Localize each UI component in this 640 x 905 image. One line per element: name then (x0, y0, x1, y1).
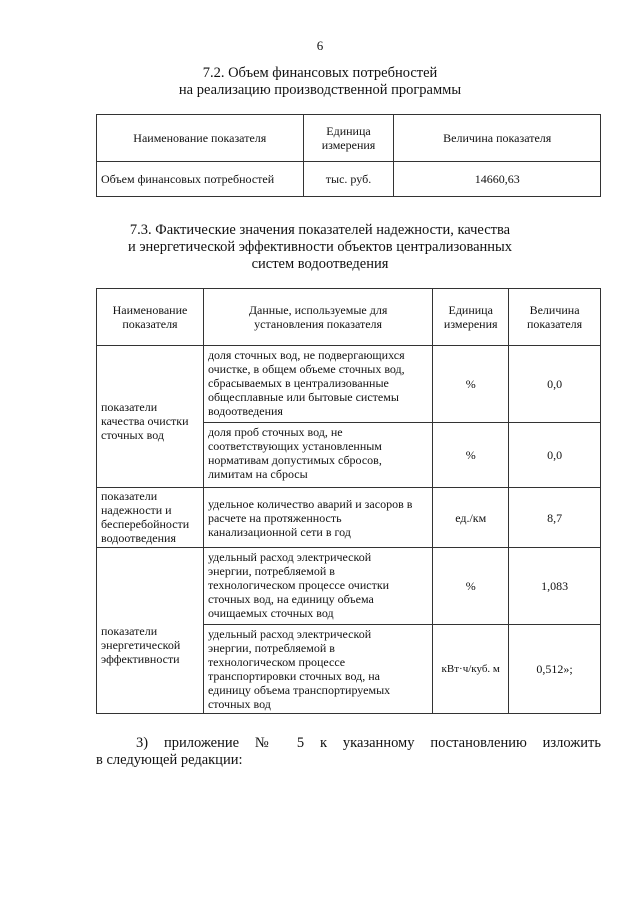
data-line: технологическом процессе (207, 655, 346, 669)
cell-source-data (203, 423, 432, 488)
data-line: водоотведения (207, 404, 283, 418)
header-value: Величина показателя (394, 115, 601, 162)
table-header-row (97, 289, 601, 346)
group-name-line: сточных вод (101, 427, 164, 442)
table-row (97, 548, 601, 625)
group-name-line: эффективности (101, 651, 180, 666)
section-7-2-title-line: на реализацию производственной программы (178, 82, 462, 98)
section-7-2-title (0, 65, 640, 99)
data-line: технологическом процессе очистки (207, 578, 390, 592)
data-line: очищаемых сточных вод (207, 606, 334, 620)
group-name-line: бесперебойности (101, 517, 190, 531)
group-name-line: энергетической (101, 637, 181, 652)
header-line: Наименование (112, 303, 188, 317)
cell-source-data (203, 488, 432, 548)
data-line: лимитам на сбросы (207, 467, 308, 481)
table-header-row (97, 115, 601, 162)
cell-value: 8,7 (509, 488, 601, 548)
header-line: Величина (529, 303, 580, 317)
cell-indicator-name: Объем финансовых потребностей (97, 162, 304, 197)
group-name-line: показатели (101, 399, 158, 414)
cell-value: 14660,63 (394, 162, 601, 197)
group-name-line: показатели (101, 489, 158, 503)
table-row (97, 162, 601, 197)
data-line: сточных вод, на единицу объема (207, 592, 374, 606)
cell-unit: ед./км (433, 488, 509, 548)
header-unit-line: Единица (326, 124, 371, 138)
group-name-line: надежности и (101, 503, 172, 517)
cell-unit: тыс. руб. (303, 162, 394, 197)
cell-value: 1,083 (509, 548, 601, 625)
data-line: сточных вод (207, 697, 271, 711)
financial-needs-table (96, 114, 601, 197)
cell-unit: % (433, 346, 509, 423)
cell-group-name (97, 548, 204, 714)
group-name-line: показатели (101, 623, 158, 638)
cell-source-data (203, 625, 432, 714)
header-line: Единица (448, 303, 493, 317)
header-value (509, 289, 601, 346)
header-indicator-name: Наименование показателя (97, 115, 304, 162)
data-line: энергии, потребляемой в (207, 641, 335, 655)
header-unit (433, 289, 509, 346)
section-7-3-title (0, 222, 640, 273)
cell-unit: % (433, 548, 509, 625)
group-name-line: качества очистки (101, 413, 189, 428)
group-name-line: водоотведения (101, 531, 176, 545)
indicators-table (96, 288, 601, 714)
table-row (97, 346, 601, 423)
page-number: 6 (316, 38, 324, 53)
data-line: нормативам допустимых сбросов, (207, 453, 382, 467)
data-line: доля сточных вод, не подвергающихся (207, 348, 405, 362)
cell-source-data (203, 346, 432, 423)
cell-value: 0,0 (509, 423, 601, 488)
cell-unit: % (433, 423, 509, 488)
data-line: удельный расход электрической (207, 627, 372, 641)
data-line: очистке, в общем объеме сточных вод, (207, 362, 405, 376)
data-line: общесплавные или бытовые системы (207, 390, 399, 404)
cell-unit: кВт·ч/куб. м (433, 625, 509, 714)
cell-value: 0,512»; (509, 625, 601, 714)
data-line: соответствующих установленным (207, 439, 382, 453)
section-7-3-title-line: систем водоотведения (251, 256, 389, 272)
data-line: транспортировки сточных вод, на (207, 669, 380, 683)
data-line: расчете на протяженность (207, 510, 342, 525)
header-unit-line: измерения (321, 138, 376, 152)
cell-source-data (203, 548, 432, 625)
data-line: удельное количество аварий и засоров в (207, 496, 413, 511)
header-line: показателя (526, 317, 583, 331)
cell-value: 0,0 (509, 346, 601, 423)
paragraph-line: в следующей редакции: (96, 752, 243, 768)
cell-group-name (97, 488, 204, 548)
header-line: установления показателя (254, 317, 383, 331)
section-7-2-title-line: 7.2. Объем финансовых потребностей (202, 65, 438, 81)
amendment-paragraph (96, 735, 601, 769)
data-line: единицу объема транспортируемых (207, 683, 391, 697)
data-line: удельный расход электрической (207, 550, 372, 564)
header-source-data (203, 289, 432, 346)
data-line: сбрасываемых в централизованные (207, 376, 389, 390)
data-line: энергии, потребляемой в (207, 564, 335, 578)
section-7-3-title-line: 7.3. Фактические значения показателей надежности, качества (129, 222, 511, 238)
header-line: измерения (443, 317, 498, 331)
header-line: Данные, используемые для (248, 303, 388, 317)
data-line: доля проб сточных вод, не (207, 425, 343, 439)
header-indicator-name (97, 289, 204, 346)
section-7-3-title-line: и энергетической эффективности объектов централизованных (127, 239, 513, 255)
header-unit (303, 115, 394, 162)
data-line: канализационной сети в год (207, 524, 351, 539)
table-row (97, 488, 601, 548)
paragraph-line: 3) приложение № 5 к указанному постановлению изложить (136, 735, 601, 751)
header-line: показателя (122, 317, 178, 331)
cell-group-name (97, 346, 204, 488)
